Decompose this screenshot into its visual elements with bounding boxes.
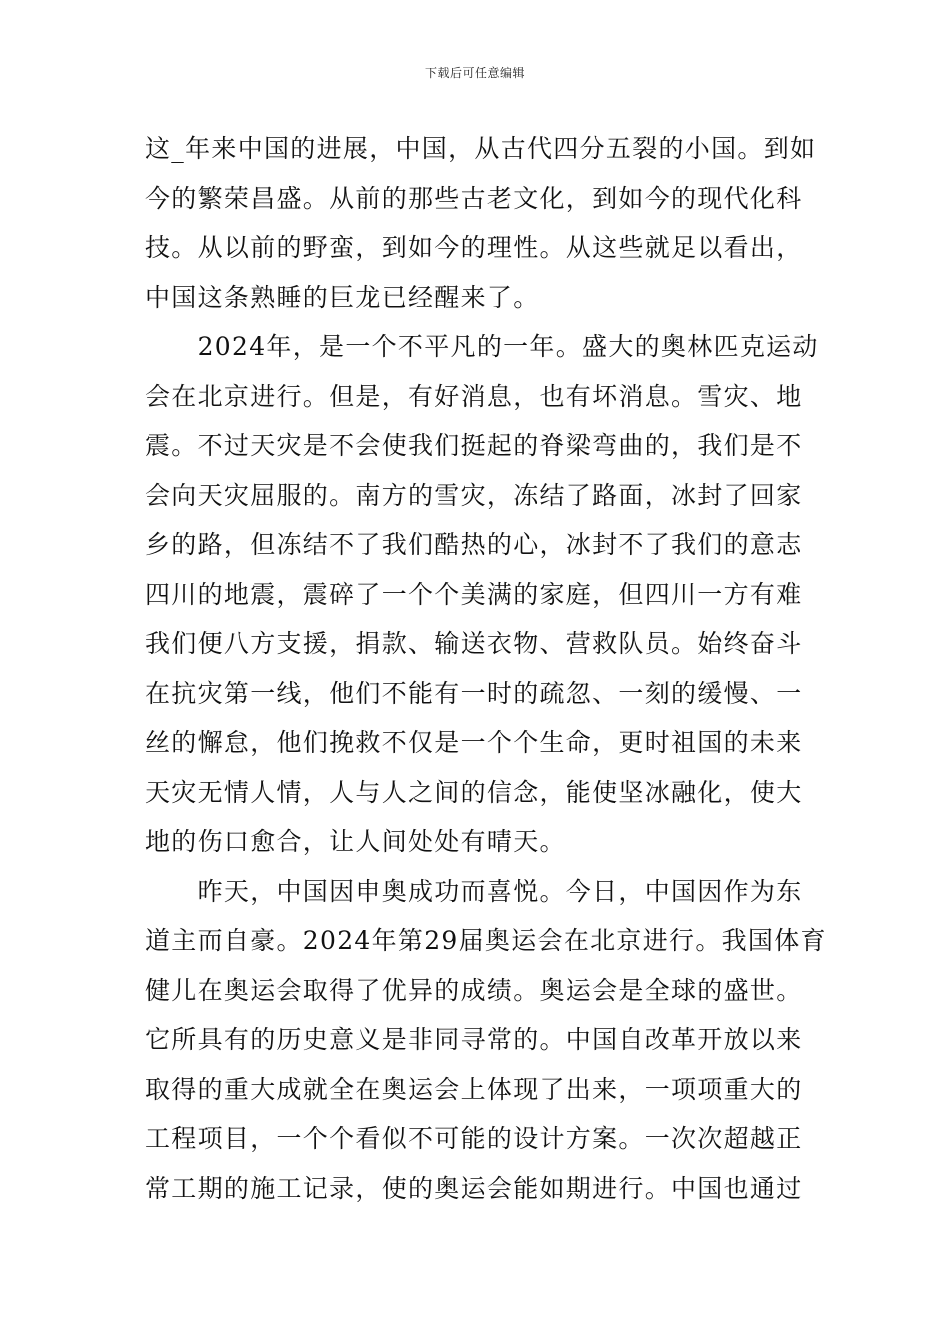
text-line: 今的繁荣昌盛。从前的那些古老文化，到如今的现代化科 [145, 183, 803, 213]
text-line: 技。从以前的野蛮，到如今的理性。从这些就足以看出， [145, 233, 803, 262]
text-line: 中国这条熟睡的巨龙已经醒来了。 [145, 282, 540, 312]
text-line: 工程项目，一个个看似不可能的设计方案。一次次超越正 [145, 1124, 803, 1153]
text-line: 健儿在奥运会取得了优异的成绩。奥运会是全球的盛世。 [145, 975, 803, 1005]
text-line: 2024年，是一个不平凡的一年。盛大的奥林匹克运动 [145, 332, 819, 361]
page-header: 下载后可任意编辑 [424, 66, 525, 80]
text-line: 四川的地震，震碎了一个个美满的家庭，但四川一方有难 [145, 579, 803, 609]
text-line: 乡的路，但冻结不了我们酷热的心，冰封不了我们的意志 [145, 530, 803, 559]
text-line: 天灾无情人情，人与人之间的信念，能使坚冰融化，使大 [145, 777, 803, 807]
text-line: 我们便八方支援，捐款、输送衣物、营救队员。始终奋斗 [145, 629, 803, 658]
text-line: 这_年来中国的进展，中国，从古代四分五裂的小国。到如 [145, 134, 817, 163]
text-line: 震。不过天灾是不会使我们挺起的脊梁弯曲的，我们是不 [145, 431, 803, 460]
text-line: 在抗灾第一线，他们不能有一时的疏忽、一刻的缓慢、一 [145, 678, 803, 708]
text-line: 丝的懈怠，他们挽救不仅是一个个生命，更时祖国的未来 [145, 728, 803, 757]
text-line: 常工期的施工记录，使的奥运会能如期进行。中国也通过 [145, 1173, 803, 1203]
text-line: 地的伤口愈合，让人间处处有晴天。 [145, 827, 566, 856]
text-line: 昨天，中国因申奥成功而喜悦。今日，中国因作为东 [145, 876, 803, 906]
text-line: 会在北京进行。但是，有好消息，也有坏消息。雪灾、地 [145, 381, 803, 411]
text-line: 道主而自豪。2024年第29届奥运会在北京进行。我国体育 [145, 926, 827, 955]
text-line: 取得的重大成就全在奥运会上体现了出来，一项项重大的 [145, 1074, 803, 1104]
text-line: 它所具有的历史意义是非同寻常的。中国自改革开放以来 [145, 1025, 803, 1054]
body-text [145, 124, 827, 1213]
text-line: 会向天灾屈服的。南方的雪灾，冻结了路面，冰封了回家 [145, 480, 803, 510]
